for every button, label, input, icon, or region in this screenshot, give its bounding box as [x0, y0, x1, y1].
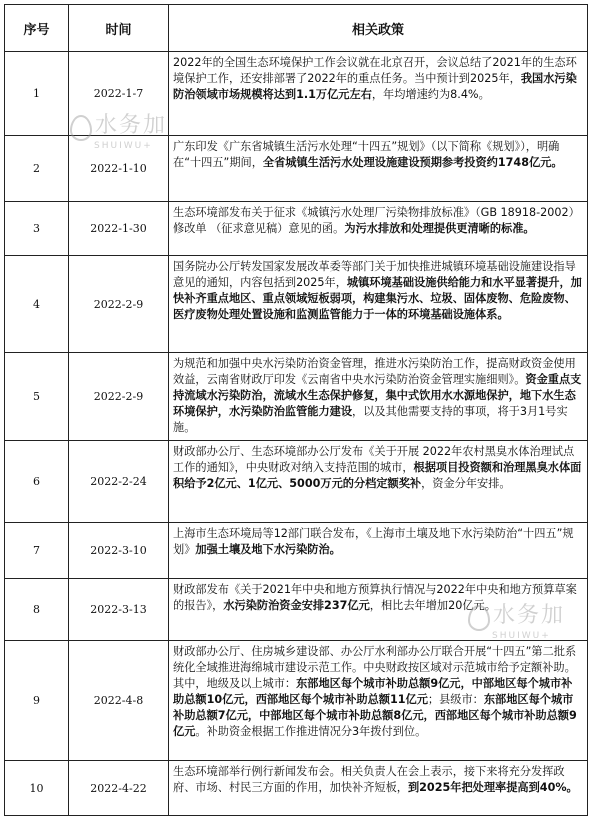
row-date: 2022-4-8: [69, 641, 169, 761]
policy-text: 2022年的全国生态环境保护工作会议就在北京召开，会议总结了2021年的生态环境保护工作，还安排部署了2022年的重点任务。当中预计到2025年，: [173, 56, 577, 85]
row-number: 1: [5, 52, 69, 136]
policy-text: ，资金分年安排。: [421, 477, 511, 491]
row-policy: [169, 52, 588, 136]
row-number: 3: [5, 202, 69, 256]
policy-text: 生态环境部举行例行新闻发布会。相关负责人在会上表示，接下来将充分发挥政府、市场、村民三方面的作用，加快补齐短板，: [173, 765, 565, 795]
row-policy: [169, 255, 588, 353]
row-date: 2022-2-9: [69, 255, 169, 353]
table-row: [5, 353, 588, 441]
row-policy: [169, 202, 588, 256]
policy-text-bold: 全省城镇生活污水处理设施建设预期参考投资约1748亿元。: [262, 155, 563, 169]
policy-text: 。补助资金根据工作推进情况分3年拨付到位。: [195, 725, 427, 739]
row-date: 2022-1-10: [69, 135, 169, 202]
table-row: [5, 761, 588, 816]
policy-text-bold: 东部地区每个城市补助总额7亿元，中部地区每个城市补助总额8亿元，西部地区每个城市补助总额9亿元: [173, 693, 577, 739]
header-row: [5, 5, 588, 52]
watermark-name: 水务加: [95, 113, 168, 138]
policy-text-bold: 东部地区每个城市补助总额9亿元，中部地区每个城市补助总额10亿元，西部地区每个城市补助总额11亿元: [173, 677, 573, 707]
watermark-name: 水务加: [493, 603, 566, 628]
row-number: 6: [5, 441, 69, 523]
row-policy: [169, 523, 588, 579]
policy-text: 财政部发布《关于2021年中央和地方预算执行情况与2022年中央和地方预算草案的报告》，: [173, 582, 577, 612]
table-row: [5, 641, 588, 761]
row-policy: [169, 135, 588, 202]
policy-text: ，以及其他需要支持的事项，将于3月1号实施。: [173, 405, 568, 435]
policy-text-bold: 根据项目投资额和治理黑臭水体面积给予2亿元、1亿元、5000万元的分档定额奖补: [173, 461, 582, 491]
row-policy: [169, 441, 588, 523]
table-row: [5, 255, 588, 353]
policy-text-bold: 水污染防治资金安排237亿元: [223, 598, 370, 612]
row-policy: [169, 761, 588, 816]
row-policy: [169, 353, 588, 441]
row-number: 5: [5, 353, 69, 441]
policy-text: 国务院办公厅转发国家发展改革委等部门关于加快推进城镇环境基础设施建设指导意见的通知，内容包括到2025年，: [173, 259, 576, 289]
table-row: [5, 578, 588, 640]
row-date: 2022-1-30: [69, 202, 169, 256]
policy-text: ；县级市：: [427, 693, 484, 707]
policy-text-bold: 加强土壤及地下水污染防治。: [195, 543, 341, 557]
policy-text-bold: 我国水污染防治领域市场规模将达到1.1万亿元左右: [173, 72, 577, 101]
row-date: 2022-3-13: [69, 578, 169, 640]
policy-text-bold: 到2025年把处理率提高到40%。: [407, 781, 578, 795]
table-row: [5, 441, 588, 523]
row-number: 4: [5, 255, 69, 353]
watermark-en: SHUIWU+: [492, 630, 551, 641]
header-policy: 相关政策: [169, 5, 588, 52]
row-number: 10: [5, 761, 69, 816]
row-number: 2: [5, 135, 69, 202]
policy-text: ，相比去年增加20亿元。: [369, 598, 496, 612]
table-row: [5, 202, 588, 256]
policy-text: 财政部办公厅、生态环境部办公厅发布《关于开展 2022年农村黑臭水体治理试点工作的通知》，中央财政对纳入支持范围的城市，: [173, 445, 575, 475]
policy-text: ，年均增速约为8.4%。: [371, 88, 490, 101]
row-date: 2022-4-22: [69, 761, 169, 816]
policy-text: 为规范和加强中央水污染防治资金管理，推进水污染防治工作，提高财政资金使用效益，云南省财政厅印发《云南省中央水污染防治资金管理实施细则》。: [173, 357, 576, 387]
row-date: 2022-1-7: [69, 52, 169, 136]
policy-text: 广东印发《广东省城镇生活污水处理“十四五”规划》（以下简称《规划》），明确在“十四五”期间，: [173, 139, 560, 169]
row-number: 7: [5, 523, 69, 579]
table-row: [5, 523, 588, 579]
table-row: [5, 135, 588, 202]
row-date: 2022-2-9: [69, 353, 169, 441]
row-date: 2022-3-10: [69, 523, 169, 579]
policy-text: 财政部办公厅、住房城乡建设部、办公厅水利部办公厅联合开展“十四五”第二批系统化全域推进海绵城市建设示范工作。中央财政按区域对示范城市给予定额补助。其中，地级及以上城市：: [173, 645, 577, 691]
policy-text: 生态环境部发布关于征求《城镇污水处理厂污染物排放标准》（GB 18918-2002）修改单 （征求意见稿）意见的函。: [173, 206, 580, 236]
row-number: 8: [5, 578, 69, 640]
row-date: 2022-2-24: [69, 441, 169, 523]
policy-text-bold: 城镇环境基础设施供给能力和水平显著提升，加快补齐重点地区、重点领域短板弱项，构建集污水、垃圾、固体废物、危险废物、医疗废物处理处置设施和监测监管能力于一体的环境基础设施体系。: [173, 275, 582, 321]
header-date: 时间: [69, 5, 169, 52]
policy-text-bold: 资金重点支持流域水污染防治，流域水生态保护修复，集中式饮用水水源地保护，地下水生态环境保护，水污染防治监管能力建设: [173, 373, 582, 419]
policy-table: [4, 4, 588, 816]
policy-text: 上海市生态环境局等12部门联合发布，《上海市土壤及地下水污染防治“十四五”规划》: [173, 527, 574, 557]
row-policy: [169, 641, 588, 761]
watermark-en: SHUIWU+: [94, 140, 153, 151]
row-policy: [169, 578, 588, 640]
row-number: 9: [5, 641, 69, 761]
table-row: [5, 52, 588, 136]
policy-text-bold: 为污水排放和处理提供更清晰的标准。: [344, 222, 535, 236]
header-number: 序号: [5, 5, 69, 52]
